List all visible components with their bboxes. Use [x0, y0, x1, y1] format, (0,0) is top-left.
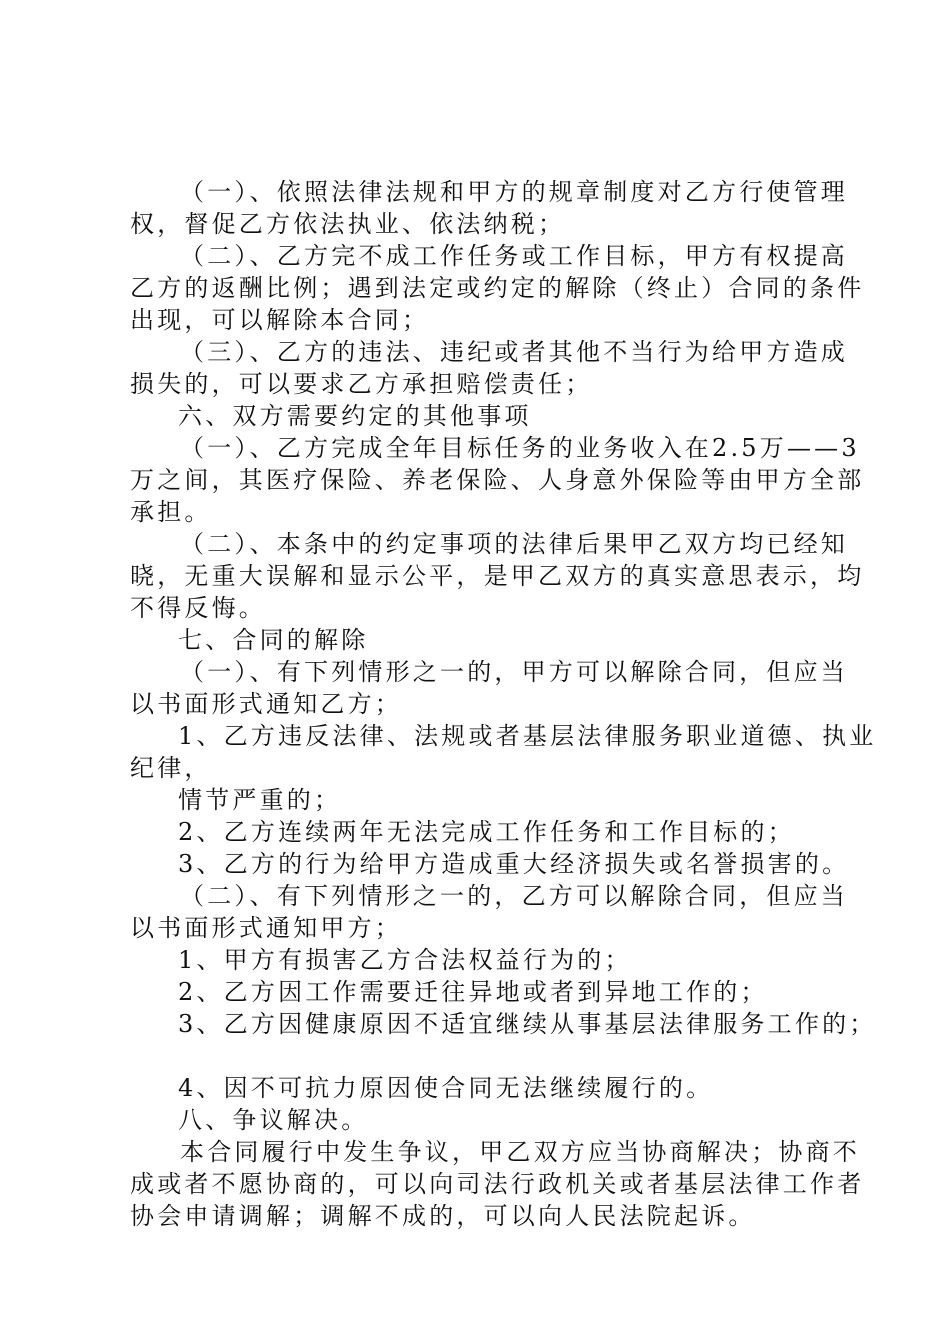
paragraph-line: 以书面形式通知乙方；	[130, 690, 402, 718]
paragraph-line: 承担。	[130, 498, 212, 526]
paragraph-line: 2、乙方因工作需要迁往异地或者到异地工作的；	[178, 978, 768, 1006]
paragraph-line: 出现，可以解除本合同；	[130, 306, 430, 334]
paragraph-line: 万之间，其医疗保险、养老保险、人身意外保险等由甲方全部	[130, 466, 865, 494]
paragraph-line: 情节严重的；	[178, 786, 342, 814]
paragraph-line: 损失的，可以要求乙方承担赔偿责任；	[130, 370, 593, 398]
paragraph-line: （二）、本条中的约定事项的法律后果甲乙双方均已经知	[180, 530, 848, 558]
paragraph-line: 权，督促乙方依法执业、依法纳税；	[130, 210, 566, 238]
paragraph-line: 纪律，	[130, 754, 212, 782]
paragraph-line: 协会申请调解；调解不成的，可以向人民法院起诉。	[130, 1202, 756, 1230]
paragraph-line: （二）、乙方完不成工作任务或工作目标，甲方有权提高	[180, 242, 848, 270]
paragraph-line: （一）、依照法律法规和甲方的规章制度对乙方行使管理	[180, 178, 848, 206]
paragraph-line: 成或者不愿协商的，可以向司法行政机关或者基层法律工作者	[130, 1170, 865, 1198]
paragraph-line: 晓，无重大误解和显示公平，是甲乙双方的真实意思表示，均	[130, 562, 865, 590]
paragraph-line: 本合同履行中发生争议，甲乙双方应当协商解决；协商不	[180, 1138, 860, 1166]
section-heading: 七、合同的解除	[178, 626, 369, 654]
paragraph-line: 不得反悔。	[130, 594, 266, 622]
paragraph-line: （一）、乙方完成全年目标任务的业务收入在2.5万——3	[180, 434, 860, 462]
paragraph-line: 4、因不可抗力原因使合同无法继续履行的。	[178, 1074, 714, 1102]
section-heading: 六、双方需要约定的其他事项	[178, 402, 532, 430]
paragraph-line: （一）、有下列情形之一的，甲方可以解除合同，但应当	[180, 658, 848, 686]
paragraph-line: 乙方的返酬比例；遇到法定或约定的解除（终止）合同的条件	[130, 274, 865, 302]
paragraph-line: 2、乙方连续两年无法完成工作任务和工作目标的；	[178, 818, 795, 846]
paragraph-line: （二）、有下列情形之一的，乙方可以解除合同，但应当	[180, 882, 848, 910]
paragraph-line: 1、甲方有损害乙方合法权益行为的；	[178, 946, 632, 974]
paragraph-line: 以书面形式通知甲方；	[130, 914, 402, 942]
paragraph-line: （三）、乙方的违法、违纪或者其他不当行为给甲方造成	[180, 338, 848, 366]
paragraph-line: 3、乙方因健康原因不适宜继续从事基层法律服务工作的；	[178, 1010, 877, 1038]
paragraph-line: 1、乙方违反法律、法规或者基层法律服务职业道德、执业	[178, 722, 877, 750]
paragraph-line: 3、乙方的行为给甲方造成重大经济损失或名誉损害的。	[178, 850, 850, 878]
section-heading: 八、争议解决。	[178, 1106, 369, 1134]
